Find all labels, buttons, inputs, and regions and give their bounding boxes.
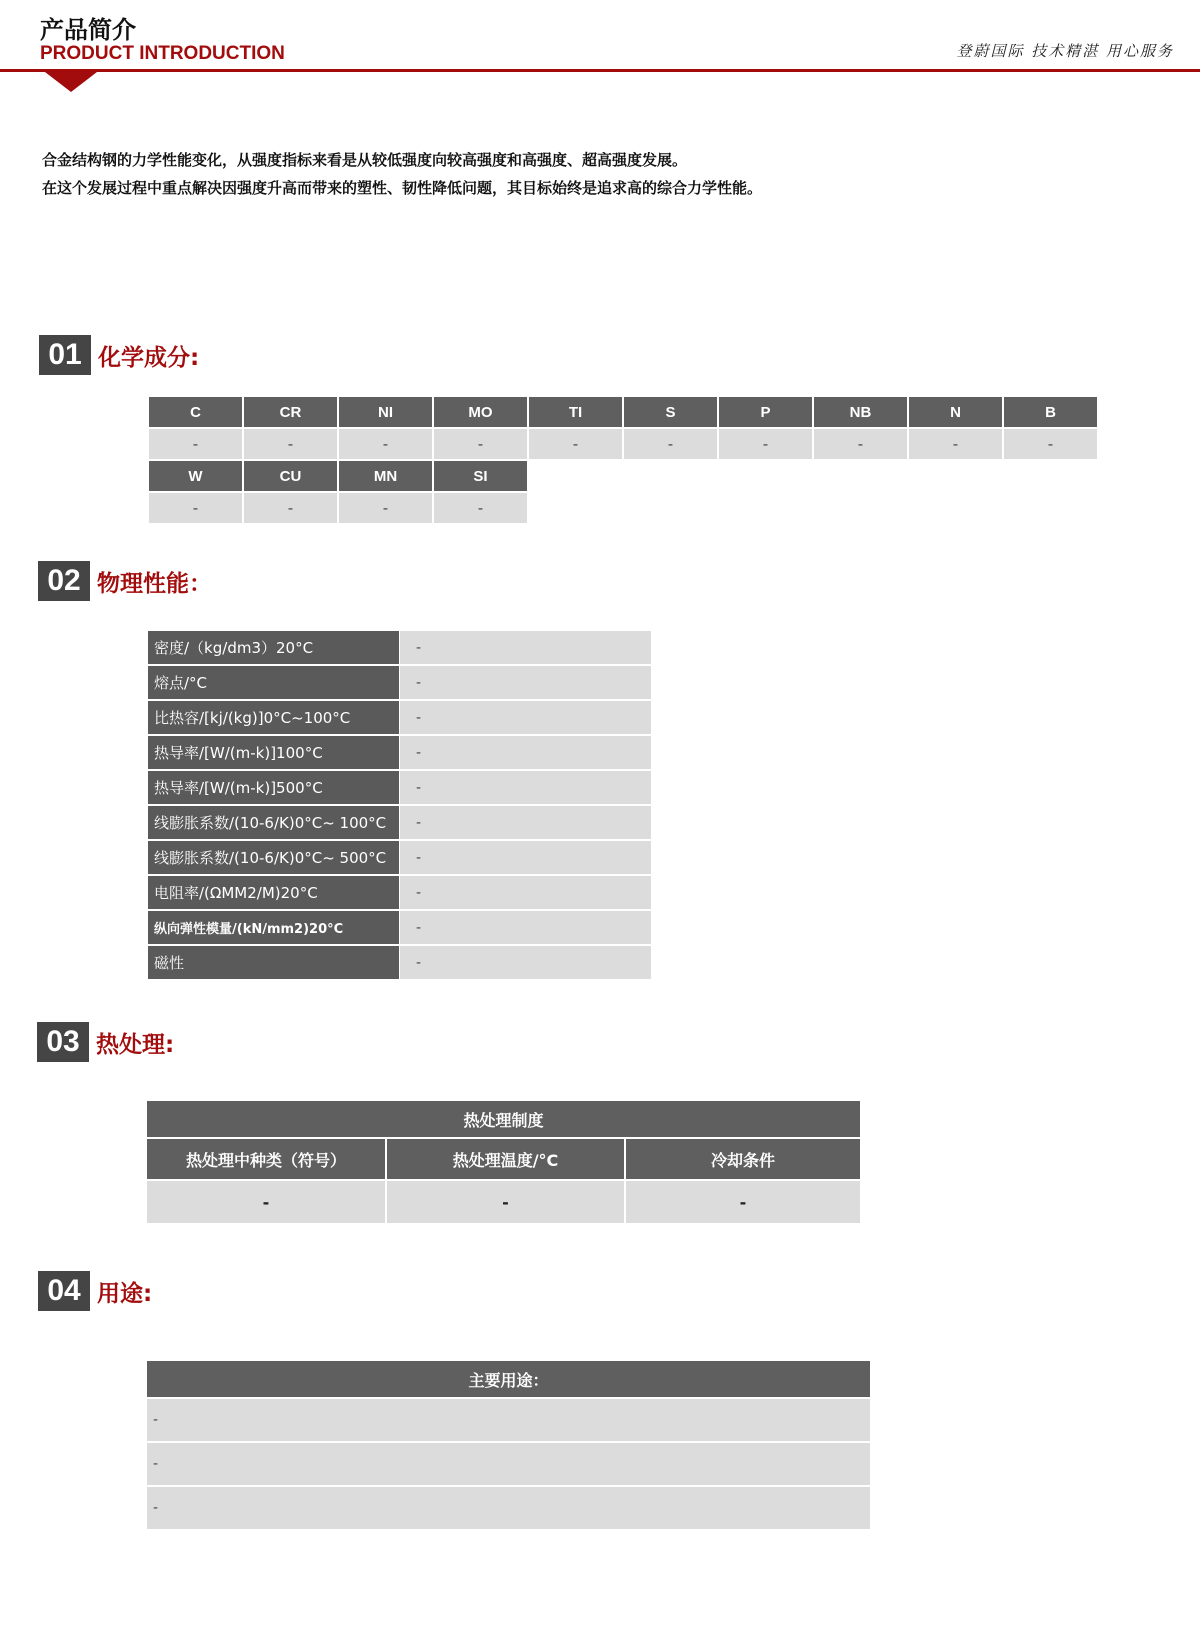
heat-col-cooling: 冷却条件 bbox=[626, 1139, 860, 1179]
usage-row: - bbox=[147, 1399, 870, 1441]
physical-value: - bbox=[400, 876, 651, 909]
physical-value: - bbox=[400, 701, 651, 734]
chem-value: - bbox=[719, 429, 812, 459]
physical-row bbox=[148, 736, 651, 771]
physical-key: 纵向弹性模量/(kN/mm2)20°C bbox=[148, 911, 399, 944]
heat-value: - bbox=[147, 1181, 385, 1223]
chem-value: - bbox=[244, 429, 337, 459]
chem-value: - bbox=[434, 429, 527, 459]
chem-element-s: S bbox=[624, 397, 717, 427]
chem-element-n: N bbox=[909, 397, 1002, 427]
physical-row bbox=[148, 946, 651, 981]
physical-value: - bbox=[400, 736, 651, 769]
usage-row: - bbox=[147, 1443, 870, 1485]
physical-row bbox=[148, 701, 651, 736]
physical-value: - bbox=[400, 806, 651, 839]
header-title-cn: 产品简介 bbox=[40, 16, 136, 44]
section-title-chemical bbox=[39, 335, 199, 375]
chem-value: - bbox=[149, 493, 242, 523]
section-number: 03 bbox=[37, 1022, 89, 1062]
chem-value: - bbox=[149, 429, 242, 459]
heat-value: - bbox=[626, 1181, 860, 1223]
section-title-usage bbox=[38, 1271, 152, 1311]
physical-row bbox=[148, 876, 651, 911]
physical-value: - bbox=[400, 631, 651, 664]
section-number: 01 bbox=[39, 335, 91, 375]
section-number: 04 bbox=[38, 1271, 90, 1311]
physical-row bbox=[148, 841, 651, 876]
chem-element-c: C bbox=[149, 397, 242, 427]
physical-row bbox=[148, 631, 651, 666]
section-title-physical bbox=[38, 561, 212, 601]
chem-element-mo: MO bbox=[434, 397, 527, 427]
page-header bbox=[0, 0, 1200, 100]
chem-element-nb: NB bbox=[814, 397, 907, 427]
chem-element-w: W bbox=[149, 461, 242, 491]
usage-table-title: 主要用途： bbox=[147, 1361, 870, 1397]
heat-treatment-table bbox=[147, 1101, 860, 1223]
chem-header-row-2 bbox=[149, 461, 1099, 493]
physical-value: - bbox=[400, 911, 651, 944]
chem-element-cu: CU bbox=[244, 461, 337, 491]
physical-row bbox=[148, 911, 651, 946]
chem-value: - bbox=[339, 493, 432, 523]
header-divider bbox=[0, 69, 1200, 72]
intro-line-1: 合金结构钢的力学性能变化，从强度指标来看是从较低强度向较高强度和高强度、超高强度发展。 bbox=[42, 151, 688, 169]
physical-key: 密度/（kg/dm3）20°C bbox=[148, 631, 399, 664]
chem-header-row-1 bbox=[149, 397, 1099, 429]
chem-value: - bbox=[1004, 429, 1097, 459]
section-label: 物理性能： bbox=[97, 570, 212, 597]
header-title-en: PRODUCT INTRODUCTION bbox=[40, 43, 285, 64]
chem-value: - bbox=[909, 429, 1002, 459]
intro-text bbox=[42, 146, 762, 202]
physical-key: 磁性 bbox=[148, 946, 399, 979]
usage-row: - bbox=[147, 1487, 870, 1529]
physical-value: - bbox=[400, 946, 651, 979]
chem-value: - bbox=[624, 429, 717, 459]
section-label: 化学成分: bbox=[98, 344, 200, 371]
physical-key: 电阻率/(ΩMM2/M)20°C bbox=[148, 876, 399, 909]
section-label: 用途: bbox=[97, 1280, 153, 1307]
chem-value: - bbox=[529, 429, 622, 459]
heat-value-row bbox=[147, 1181, 860, 1223]
physical-key: 比热容/[kj/(kg)]0°C~100°C bbox=[148, 701, 399, 734]
chemical-table bbox=[149, 397, 1099, 525]
physical-row bbox=[148, 806, 651, 841]
heat-table-title: 热处理制度 bbox=[147, 1101, 860, 1137]
chem-element-ti: TI bbox=[529, 397, 622, 427]
chem-value: - bbox=[814, 429, 907, 459]
chem-element-p: P bbox=[719, 397, 812, 427]
physical-table bbox=[148, 631, 651, 981]
header-triangle-icon bbox=[45, 72, 97, 92]
header-slogan: 登蔚国际 技术精湛 用心服务 bbox=[956, 42, 1174, 60]
heat-col-temperature: 热处理温度/°C bbox=[387, 1139, 624, 1179]
physical-key: 热导率/[W/(m-k)]100°C bbox=[148, 736, 399, 769]
chem-value-row-1 bbox=[149, 429, 1099, 461]
chem-value: - bbox=[434, 493, 527, 523]
physical-key: 热导率/[W/(m-k)]500°C bbox=[148, 771, 399, 804]
chem-value-row-2 bbox=[149, 493, 1099, 525]
physical-value: - bbox=[400, 771, 651, 804]
section-number: 02 bbox=[38, 561, 90, 601]
chem-element-b: B bbox=[1004, 397, 1097, 427]
physical-row bbox=[148, 771, 651, 806]
chem-element-mn: MN bbox=[339, 461, 432, 491]
section-label: 热处理: bbox=[96, 1031, 175, 1058]
physical-key: 熔点/°C bbox=[148, 666, 399, 699]
chem-element-ni: NI bbox=[339, 397, 432, 427]
chem-element-cr: CR bbox=[244, 397, 337, 427]
physical-key: 线膨胀系数/(10-6/K)0°C~ 500°C bbox=[148, 841, 399, 874]
chem-value: - bbox=[244, 493, 337, 523]
physical-row bbox=[148, 666, 651, 701]
section-title-heat bbox=[37, 1022, 174, 1062]
physical-value: - bbox=[400, 666, 651, 699]
intro-line-2: 在这个发展过程中重点解决因强度升高而带来的塑性、韧性降低问题，其目标始终是追求高的综合力学性能。 bbox=[42, 179, 763, 197]
heat-value: - bbox=[387, 1181, 624, 1223]
heat-header-row bbox=[147, 1139, 860, 1179]
usage-table bbox=[147, 1361, 870, 1529]
heat-col-type: 热处理中种类（符号） bbox=[147, 1139, 385, 1179]
chem-element-si: SI bbox=[434, 461, 527, 491]
chem-value: - bbox=[339, 429, 432, 459]
physical-key: 线膨胀系数/(10-6/K)0°C~ 100°C bbox=[148, 806, 399, 839]
physical-value: - bbox=[400, 841, 651, 874]
